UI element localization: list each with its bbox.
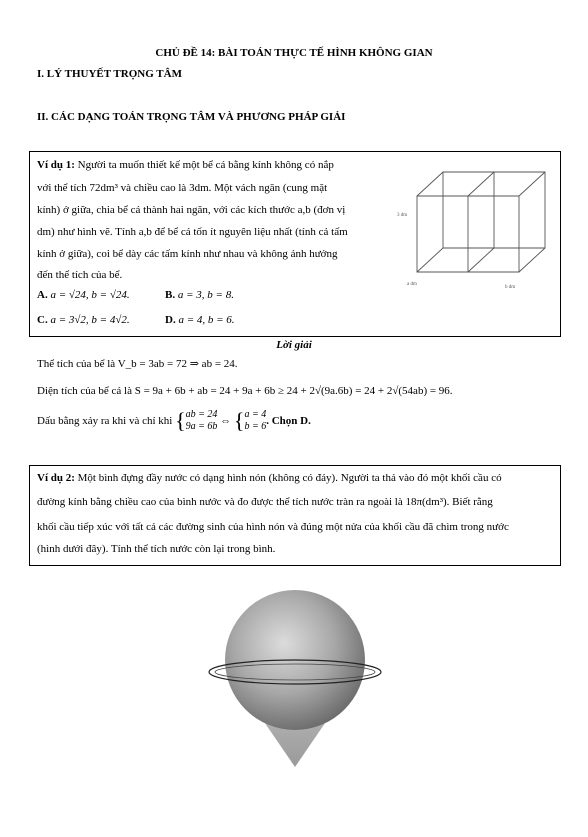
left-brace-1: {: [175, 408, 186, 434]
aquarium-figure: [395, 160, 555, 290]
figure-label-depth: a dm: [407, 282, 417, 287]
section-heading-problems: II. CÁC DẠNG TOÁN TRỌNG TÂM VÀ PHƯƠNG PHÁP GIẢI: [37, 111, 346, 123]
solution-line-3: Dấu bằng xảy ra khi và chỉ khi {ab = 24 9a = 6b ⇔ {a = 4 b = 6. Chọn D.: [37, 408, 311, 434]
example-1-line-2: với thể tích 72dm³ và chiều cao là 3dm. Một vách ngăn (cung mặt: [37, 182, 328, 194]
example-2-line-4: (hình dưới đây). Tính thể tích nước còn lại trong bình.: [37, 543, 276, 555]
solution-title: Lời giải: [276, 339, 312, 351]
example-2-line-3: khối cầu tiếp xúc với tất cả các đường sinh của hình nón và đúng một nửa của khối cầu đã chìm trong nước: [37, 521, 509, 533]
example-1-line-4: dm) như hình vẽ. Tính a,b để bể cá tốn ít nguyên liệu nhất (tính cả tấm: [37, 226, 348, 238]
left-brace-2: {: [233, 408, 245, 434]
example-2-line-1: Ví dụ 2: Một bình đựng đầy nước có dạng hình nón (không có đáy). Người ta thả vào đó một khối cầu có: [37, 472, 502, 484]
choice-b: B. a = 3, b = 8.: [165, 289, 234, 301]
choice-c: C. a = 3√2, b = 4√2.: [37, 314, 130, 326]
example-1-line-5: kính ở giữa), coi bể dày các tấm kính như nhau và không ảnh hưởng: [37, 248, 338, 260]
example-1-line-6: đến thể tích của bể.: [37, 269, 123, 281]
system-left: ab = 24 9a = 6b: [185, 409, 218, 433]
example-1-label: Ví dụ 1:: [37, 159, 75, 171]
section-heading-theory: I. LÝ THUYẾT TRỌNG TÂM: [37, 68, 182, 80]
system-right: a = 4 b = 6: [244, 409, 267, 433]
choice-d: D. a = 4, b = 6.: [165, 314, 235, 326]
solution-line-2: Diện tích của bể cá là S = 9a + 6b + ab = 24 + 9a + 6b ≥ 24 + 2√(9a.6b) = 24 + 2√(54ab) = 96.: [37, 385, 453, 397]
example-2-line-2: đường kính bằng chiều cao của bình nước và đo được thể tích nước tràn ra ngoài là 18π(dm³). Biết rằng: [37, 496, 493, 508]
solution-line-1: Thể tích của bể là V_b = 3ab = 72 ⇒ ab = 24.: [37, 358, 238, 370]
example-1-line-1: Ví dụ 1: Người ta muốn thiết kế một bể cá bằng kính không có nắp: [37, 159, 334, 171]
page-title: CHỦ ĐỀ 14: BÀI TOÁN THỰC TẾ HÌNH KHÔNG GIAN: [155, 47, 433, 59]
example-1-line-3: kính) ở giữa, chia bể cá thành hai ngăn, với các kích thước a,b (đơn vị: [37, 204, 346, 216]
figure-label-height: 3 dm: [397, 213, 408, 218]
figure-label-width: b dm: [505, 285, 516, 290]
example-2-label: Ví dụ 2:: [37, 472, 75, 484]
choice-a: A. a = √24, b = √24.: [37, 289, 130, 301]
sphere-cone-figure: [200, 572, 390, 772]
